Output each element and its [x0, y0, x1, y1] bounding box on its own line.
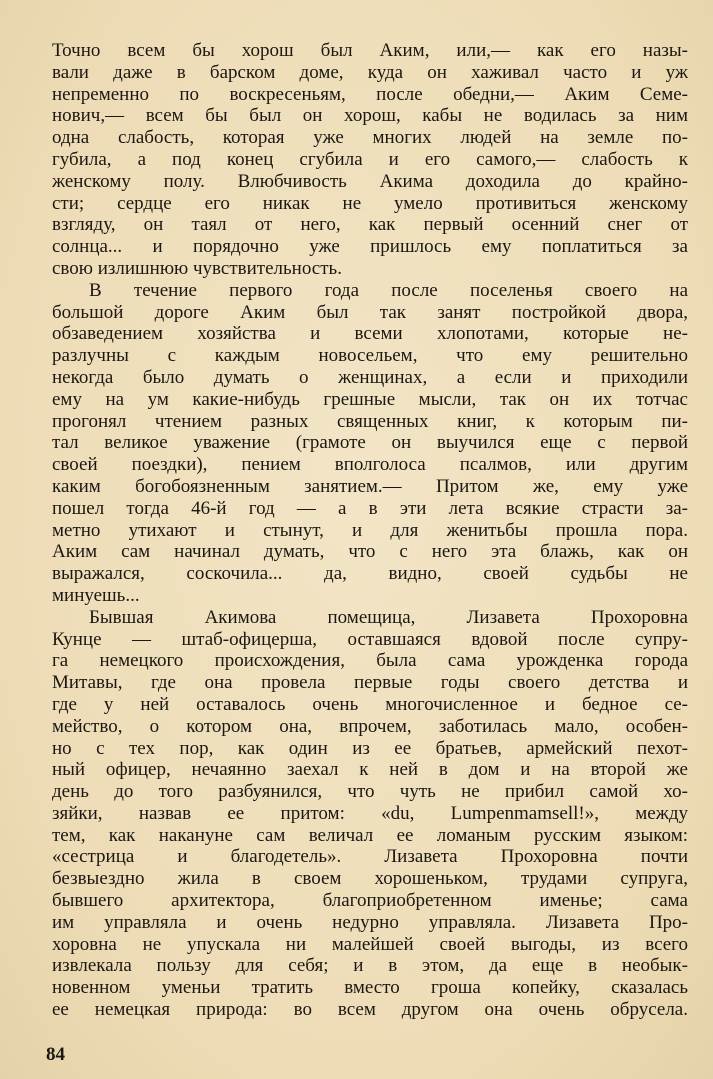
- text-line: обзаведением хозяйства и всеми хлопотами, которые не-: [52, 323, 688, 345]
- text-line: ему на ум какие-нибудь грешные мысли, так он их тотчас: [52, 388, 688, 410]
- text-line: вали даже в барском доме, куда он хаживал часто и уж: [52, 61, 688, 83]
- text-line: безвыездно жила в своем хорошеньком, трудами супруга,: [52, 868, 688, 890]
- text-line: женскому полу. Влюбчивость Акима доходила до крайно-: [52, 170, 688, 192]
- text-line: Митавы, где она провела первые годы своего детства и: [52, 672, 688, 694]
- text-line: им управляла и очень недурно управляла. Лизавета Про-: [52, 911, 688, 933]
- text-line: пошел тогда 46-й год — а в эти лета всякие страсти за-: [52, 497, 688, 519]
- body-text: [52, 40, 688, 1021]
- text-line: прогонял чтением разных священных книг, к которым пи-: [52, 410, 688, 432]
- text-line: ный офицер, нечаянно заехал к ней в дом и на второй же: [52, 759, 688, 781]
- text-line: новенном уменьи тратить вместо гроша копейку, сказалась: [52, 977, 688, 999]
- text-line: нович,— всем бы был он хорош, кабы не водилась за ним: [52, 105, 688, 127]
- text-line: Аким сам начинал думать, что с него эта блажь, как он: [52, 541, 688, 563]
- text-line: зяйки, назвав ее притом: «du, Lumpenmamsell!», между: [52, 802, 688, 824]
- text-line: В течение первого года после поселенья своего на: [89, 279, 688, 301]
- text-line: тал великое уважение (грамоте он выучился еще с первой: [52, 432, 688, 454]
- text-line: разлучны с каждым новосельем, что ему решительно: [52, 345, 688, 367]
- text-line: мейство, о котором она, впрочем, заботилась мало, особен-: [52, 715, 688, 737]
- text-line: метно утихают и стынут, и для женитьбы прошла пора.: [52, 519, 688, 541]
- text-line: га немецкого происхождения, была сама урожденка города: [52, 650, 688, 672]
- text-line: но с тех пор, как один из ее братьев, армейский пехот-: [52, 737, 688, 759]
- text-line: «сестрица и благодетель». Лизавета Прохоровна почти: [52, 846, 688, 868]
- text-line: большой дороге Аким был так занят постройкой двора,: [52, 301, 688, 323]
- text-line: солнца... и порядочно уже пришлось ему поплатиться за: [52, 236, 688, 258]
- text-line: минуешь...: [52, 584, 140, 606]
- text-line: своей поездки), пением вполголоса псалмов, или другим: [52, 454, 688, 476]
- text-line: Бывшая Акимова помещица, Лизавета Прохоровна: [89, 606, 688, 628]
- text-line: каким богобоязненным занятием.— Притом же, ему уже: [52, 475, 688, 497]
- text-line: сти; сердце его никак не умело противиться женскому: [52, 192, 688, 214]
- text-line: одна слабость, которая уже многих людей на земле по-: [52, 127, 688, 149]
- text-line: тем, как накануне сам величал ее ломаным русским языком:: [52, 824, 688, 846]
- text-line: Кунце — штаб-офицерша, оставшаяся вдовой после супру-: [52, 628, 688, 650]
- text-line: бывшего архитектора, благоприобретенном именье; сама: [52, 890, 688, 912]
- text-line: выражался, соскочила... да, видно, своей судьбы не: [52, 563, 688, 585]
- page-number: 84: [46, 1044, 65, 1065]
- text-line: непременно по воскресеньям, после обедни,— Аким Семе-: [52, 83, 688, 105]
- text-line: свою излишнюю чувствительность.: [52, 257, 342, 279]
- text-line: где у ней оставалось очень многочисленное и бедное се-: [52, 693, 688, 715]
- text-line: некогда было думать о женщинах, а если и приходили: [52, 366, 688, 388]
- text-line: хоровна не упускала ни малейшей своей выгоды, из всего: [52, 933, 688, 955]
- text-line: взгляду, он таял от него, как первый осенний снег от: [52, 214, 688, 236]
- text-line: Точно всем бы хорош был Аким, или,— как его назы-: [52, 40, 688, 61]
- text-line: день до того разбуянился, что чуть не прибил самой хо-: [52, 781, 688, 803]
- text-line: ее немецкая природа: во всем другом она очень обрусела.: [52, 999, 688, 1021]
- text-line: извлекала пользу для себя; и в этом, да еще в необык-: [52, 955, 688, 977]
- text-line: губила, а под конец сгубила и его самого,— слабость к: [52, 148, 688, 170]
